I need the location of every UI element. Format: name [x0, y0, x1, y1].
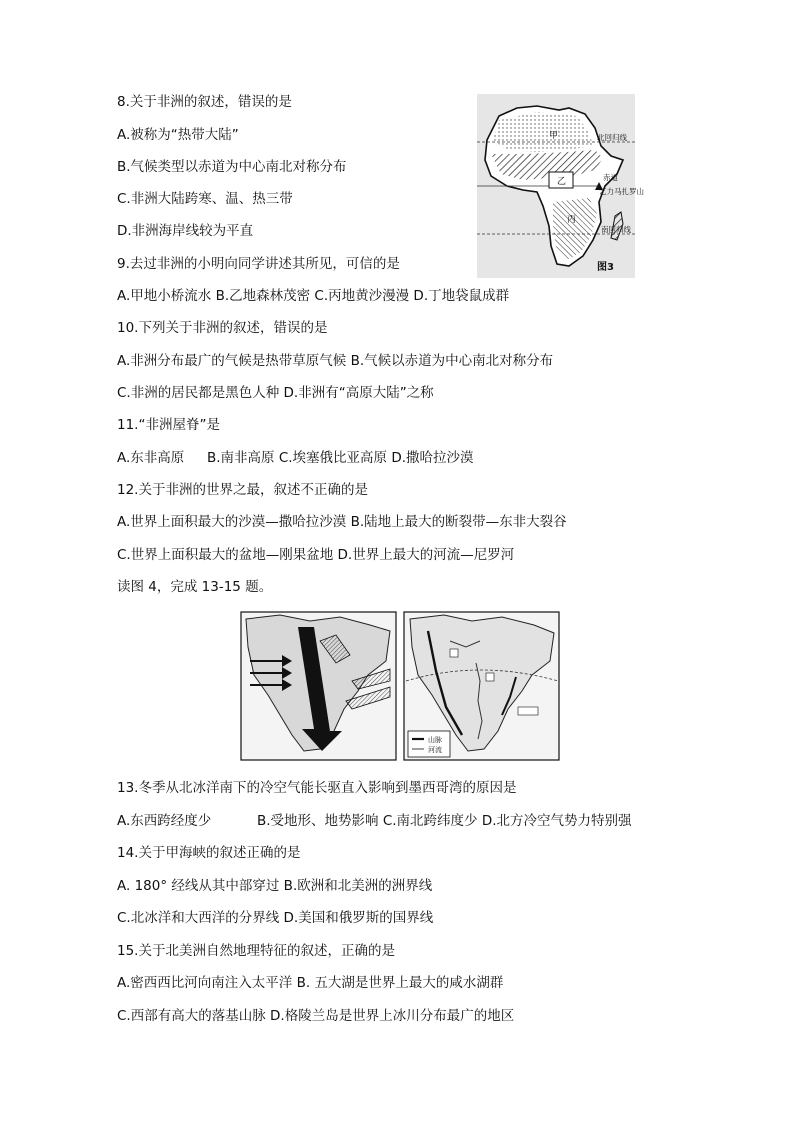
- q15-stem: 15.关于北美洲自然地理特征的叙述，正确的是: [117, 943, 395, 959]
- label-tropic-south: 南回归线: [601, 225, 631, 234]
- q14-stem: 14.关于甲海峡的叙述正确的是: [117, 845, 301, 861]
- read-figure4-instruction: 读图 4，完成 13-15 题。: [117, 579, 273, 595]
- q13-stem: 13.冬季从北冰洋南下的冷空气能长驱直入影响到墨西哥湾的原因是: [117, 780, 517, 796]
- figure3-africa-map: [477, 94, 644, 278]
- q12-stem: 12.关于非洲的世界之最，叙述不正确的是: [117, 482, 368, 498]
- q10-stem: 10.下列关于非洲的叙述，错误的是: [117, 320, 328, 336]
- label-kilimanjaro: 乞力马扎罗山: [599, 187, 644, 196]
- q10-options-cd: C.非洲的居民都是黑色人种 D.非洲有“高原大陆”之称: [117, 385, 434, 401]
- q8-option-d: D.非洲海岸线较为平直: [117, 223, 254, 239]
- q13-option-a: A.东西跨经度少: [117, 813, 212, 829]
- label-jia: 甲: [549, 131, 559, 141]
- q11-stem: 11.“非洲屋脊”是: [117, 417, 220, 433]
- q15-options-cd: C.西部有高大的落基山脉 D.格陵兰岛是世界上冰川分布最广的地区: [117, 1008, 515, 1024]
- q14-options-ab: A. 180° 经线从其中部穿过 B.欧洲和北美洲的洲界线: [117, 878, 433, 894]
- q9-options: A.甲地小桥流水 B.乙地森林茂密 C.丙地黄沙漫漫 D.丁地袋鼠成群: [117, 288, 510, 304]
- q14-options-cd: C.北冰洋和大西洋的分界线 D.美国和俄罗斯的国界线: [117, 910, 434, 926]
- q11-option-a: A.东非高原: [117, 450, 185, 466]
- q12-options-ab: A.世界上面积最大的沙漠—撒哈拉沙漠 B.陆地上最大的断裂带—东非大裂谷: [117, 514, 567, 530]
- legend-river-label: 河流: [428, 746, 442, 754]
- q10-options-ab: A.非洲分布最广的气候是热带草原气候 B.气候以赤道为中心南北对称分布: [117, 353, 554, 369]
- q12-options-cd: C.世界上面积最大的盆地—刚果盆地 D.世界上最大的河流—尼罗河: [117, 547, 515, 563]
- q8-option-a: A.被称为“热带大陆”: [117, 127, 239, 143]
- label-equator: 赤道: [603, 173, 618, 182]
- q8-option-b: B.气候类型以赤道为中心南北对称分布: [117, 159, 347, 175]
- q15-options-ab: A.密西西比河向南注入太平洋 B. 五大湖是世界上最大的咸水湖群: [117, 975, 504, 991]
- q8-option-c: C.非洲大陆跨寒、温、热三带: [117, 191, 293, 207]
- label-yi: 乙: [557, 177, 567, 187]
- label-tropic-north: 北回归线: [597, 133, 627, 142]
- figure3-caption: 图3: [597, 262, 614, 273]
- figure4-north-america-maps: [240, 611, 560, 761]
- label-bing: 丙: [567, 215, 577, 225]
- legend-mountain-label: 山脉: [428, 736, 442, 744]
- q13-options-rest: B.受地形、地势影响 C.南北跨纬度少 D.北方冷空气势力特别强: [257, 813, 632, 829]
- q11-options-rest: B.南非高原 C.埃塞俄比亚高原 D.撒哈拉沙漠: [207, 450, 474, 466]
- q9-stem: 9.去过非洲的小明向同学讲述其所见，可信的是: [117, 256, 400, 272]
- q8-stem: 8.关于非洲的叙述，错误的是: [117, 94, 292, 110]
